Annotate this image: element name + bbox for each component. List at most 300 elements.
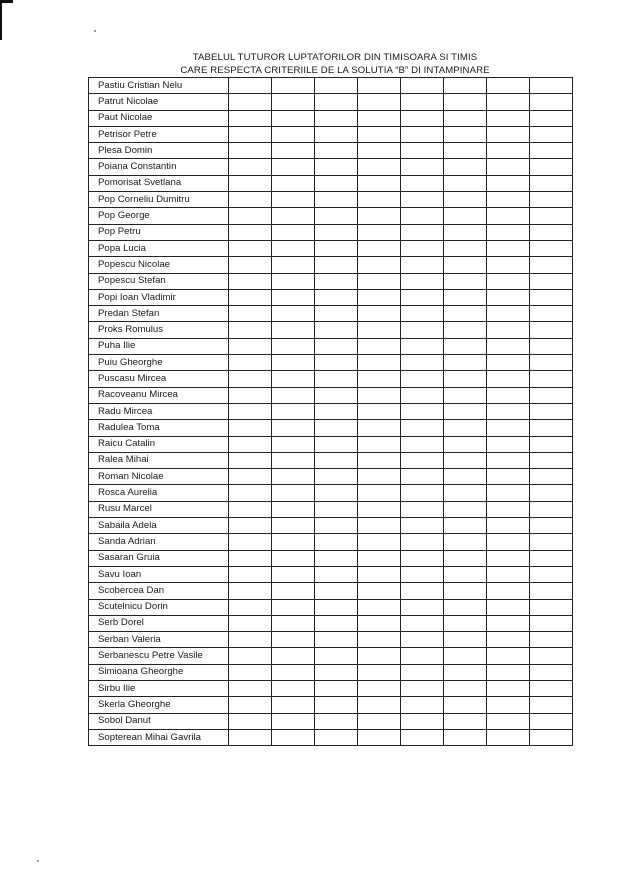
- empty-cell: [401, 518, 444, 534]
- empty-cell: [315, 534, 358, 550]
- empty-cell: [272, 615, 315, 631]
- table-row: [89, 110, 573, 126]
- empty-cell: [487, 518, 530, 534]
- empty-cell: [444, 648, 487, 664]
- empty-cell: [530, 403, 573, 419]
- person-name-cell: Pop Corneliu Dumitru: [89, 192, 229, 208]
- empty-cell: [444, 159, 487, 175]
- table-row: [89, 175, 573, 191]
- empty-cell: [487, 583, 530, 599]
- empty-cell: [358, 485, 401, 501]
- empty-cell: [530, 126, 573, 142]
- empty-cell: [487, 257, 530, 273]
- empty-cell: [401, 94, 444, 110]
- empty-cell: [530, 224, 573, 240]
- empty-cell: [272, 273, 315, 289]
- table-row: [89, 583, 573, 599]
- empty-cell: [272, 338, 315, 354]
- person-name-cell: Scutelnicu Dorin: [89, 599, 229, 615]
- empty-cell: [315, 403, 358, 419]
- table-row: [89, 566, 573, 582]
- empty-cell: [315, 387, 358, 403]
- empty-cell: [315, 240, 358, 256]
- table-row: [89, 403, 573, 419]
- empty-cell: [315, 257, 358, 273]
- empty-cell: [401, 192, 444, 208]
- empty-cell: [272, 240, 315, 256]
- empty-cell: [358, 501, 401, 517]
- scan-speck: [37, 860, 39, 862]
- empty-cell: [487, 599, 530, 615]
- empty-cell: [444, 110, 487, 126]
- person-name-cell: Racoveanu Mircea: [89, 387, 229, 403]
- empty-cell: [444, 355, 487, 371]
- empty-cell: [530, 257, 573, 273]
- empty-cell: [315, 208, 358, 224]
- empty-cell: [358, 338, 401, 354]
- table-row: [89, 713, 573, 729]
- empty-cell: [487, 94, 530, 110]
- empty-cell: [401, 632, 444, 648]
- empty-cell: [315, 78, 358, 94]
- table-row: [89, 78, 573, 94]
- empty-cell: [444, 534, 487, 550]
- empty-cell: [358, 680, 401, 696]
- empty-cell: [530, 240, 573, 256]
- empty-cell: [444, 78, 487, 94]
- empty-cell: [530, 192, 573, 208]
- person-name-cell: Puha Ilie: [89, 338, 229, 354]
- empty-cell: [229, 485, 272, 501]
- empty-cell: [315, 648, 358, 664]
- empty-cell: [444, 680, 487, 696]
- empty-cell: [444, 550, 487, 566]
- empty-cell: [229, 697, 272, 713]
- table-row: [89, 355, 573, 371]
- empty-cell: [401, 615, 444, 631]
- person-name-cell: Rusu Marcel: [89, 501, 229, 517]
- empty-cell: [401, 175, 444, 191]
- empty-cell: [358, 240, 401, 256]
- empty-cell: [315, 680, 358, 696]
- empty-cell: [315, 664, 358, 680]
- roster-table: [88, 77, 573, 746]
- empty-cell: [487, 387, 530, 403]
- empty-cell: [530, 566, 573, 582]
- person-name-cell: Radu Mircea: [89, 403, 229, 419]
- empty-cell: [229, 452, 272, 468]
- person-name-cell: Puscasu Mircea: [89, 371, 229, 387]
- empty-cell: [487, 143, 530, 159]
- empty-cell: [272, 355, 315, 371]
- empty-cell: [272, 713, 315, 729]
- empty-cell: [444, 566, 487, 582]
- empty-cell: [315, 452, 358, 468]
- empty-cell: [487, 729, 530, 745]
- empty-cell: [315, 338, 358, 354]
- empty-cell: [229, 729, 272, 745]
- empty-cell: [229, 273, 272, 289]
- empty-cell: [530, 632, 573, 648]
- empty-cell: [530, 583, 573, 599]
- empty-cell: [487, 485, 530, 501]
- empty-cell: [530, 436, 573, 452]
- table-row: [89, 306, 573, 322]
- empty-cell: [444, 713, 487, 729]
- table-row: [89, 599, 573, 615]
- empty-cell: [315, 159, 358, 175]
- person-name-cell: Popi Ioan Vladimir: [89, 289, 229, 305]
- empty-cell: [272, 159, 315, 175]
- empty-cell: [315, 550, 358, 566]
- empty-cell: [229, 615, 272, 631]
- table-row: [89, 94, 573, 110]
- empty-cell: [444, 664, 487, 680]
- empty-cell: [401, 566, 444, 582]
- empty-cell: [401, 289, 444, 305]
- table-row: [89, 680, 573, 696]
- empty-cell: [358, 208, 401, 224]
- empty-cell: [358, 192, 401, 208]
- person-name-cell: Petrisor Petre: [89, 126, 229, 142]
- empty-cell: [358, 306, 401, 322]
- table-row: [89, 159, 573, 175]
- empty-cell: [358, 355, 401, 371]
- empty-cell: [530, 208, 573, 224]
- empty-cell: [272, 469, 315, 485]
- empty-cell: [229, 175, 272, 191]
- empty-cell: [358, 550, 401, 566]
- person-name-cell: Serb Dorel: [89, 615, 229, 631]
- empty-cell: [401, 306, 444, 322]
- empty-cell: [229, 257, 272, 273]
- person-name-cell: Puiu Gheorghe: [89, 355, 229, 371]
- person-name-cell: Sanda Adrian: [89, 534, 229, 550]
- empty-cell: [315, 599, 358, 615]
- empty-cell: [444, 224, 487, 240]
- empty-cell: [401, 355, 444, 371]
- empty-cell: [272, 306, 315, 322]
- empty-cell: [444, 615, 487, 631]
- empty-cell: [401, 664, 444, 680]
- empty-cell: [487, 403, 530, 419]
- empty-cell: [530, 599, 573, 615]
- person-name-cell: Pop George: [89, 208, 229, 224]
- empty-cell: [272, 485, 315, 501]
- person-name-cell: Skerla Gheorghe: [89, 697, 229, 713]
- empty-cell: [272, 126, 315, 142]
- empty-cell: [530, 680, 573, 696]
- empty-cell: [272, 501, 315, 517]
- empty-cell: [487, 355, 530, 371]
- empty-cell: [444, 273, 487, 289]
- empty-cell: [444, 697, 487, 713]
- empty-cell: [229, 322, 272, 338]
- empty-cell: [229, 534, 272, 550]
- person-name-cell: Popescu Nicolae: [89, 257, 229, 273]
- person-name-cell: Pomorisat Svetlana: [89, 175, 229, 191]
- empty-cell: [444, 208, 487, 224]
- table-row: [89, 240, 573, 256]
- person-name-cell: Sabaila Adela: [89, 518, 229, 534]
- empty-cell: [358, 713, 401, 729]
- empty-cell: [358, 615, 401, 631]
- empty-cell: [229, 110, 272, 126]
- table-row: [89, 436, 573, 452]
- empty-cell: [229, 94, 272, 110]
- empty-cell: [487, 306, 530, 322]
- table-row: [89, 420, 573, 436]
- empty-cell: [272, 192, 315, 208]
- empty-cell: [272, 566, 315, 582]
- empty-cell: [530, 371, 573, 387]
- empty-cell: [272, 664, 315, 680]
- empty-cell: [487, 452, 530, 468]
- empty-cell: [530, 306, 573, 322]
- roster-table-body: [89, 78, 573, 746]
- empty-cell: [444, 94, 487, 110]
- empty-cell: [401, 469, 444, 485]
- empty-cell: [358, 697, 401, 713]
- table-row: [89, 501, 573, 517]
- empty-cell: [444, 729, 487, 745]
- person-name-cell: Proks Romulus: [89, 322, 229, 338]
- empty-cell: [487, 175, 530, 191]
- empty-cell: [229, 599, 272, 615]
- empty-cell: [487, 664, 530, 680]
- empty-cell: [401, 501, 444, 517]
- empty-cell: [358, 94, 401, 110]
- empty-cell: [530, 452, 573, 468]
- empty-cell: [229, 78, 272, 94]
- empty-cell: [401, 110, 444, 126]
- empty-cell: [358, 273, 401, 289]
- empty-cell: [487, 126, 530, 142]
- empty-cell: [315, 436, 358, 452]
- empty-cell: [487, 110, 530, 126]
- empty-cell: [530, 469, 573, 485]
- empty-cell: [530, 729, 573, 745]
- empty-cell: [315, 143, 358, 159]
- empty-cell: [444, 387, 487, 403]
- empty-cell: [530, 615, 573, 631]
- person-name-cell: Popescu Stefan: [89, 273, 229, 289]
- empty-cell: [358, 143, 401, 159]
- empty-cell: [358, 289, 401, 305]
- empty-cell: [229, 306, 272, 322]
- empty-cell: [444, 518, 487, 534]
- empty-cell: [530, 110, 573, 126]
- empty-cell: [530, 420, 573, 436]
- empty-cell: [530, 697, 573, 713]
- empty-cell: [315, 224, 358, 240]
- empty-cell: [229, 664, 272, 680]
- empty-cell: [315, 306, 358, 322]
- table-row: [89, 371, 573, 387]
- person-name-cell: Patrut Nicolae: [89, 94, 229, 110]
- person-name-cell: Savu Ioan: [89, 566, 229, 582]
- empty-cell: [358, 518, 401, 534]
- table-row: [89, 224, 573, 240]
- person-name-cell: Plesa Domin: [89, 143, 229, 159]
- empty-cell: [358, 387, 401, 403]
- empty-cell: [487, 534, 530, 550]
- empty-cell: [315, 713, 358, 729]
- empty-cell: [444, 322, 487, 338]
- empty-cell: [487, 420, 530, 436]
- empty-cell: [487, 273, 530, 289]
- person-name-cell: Poiana Constantin: [89, 159, 229, 175]
- empty-cell: [229, 403, 272, 419]
- empty-cell: [401, 420, 444, 436]
- empty-cell: [530, 159, 573, 175]
- empty-cell: [272, 648, 315, 664]
- person-name-cell: Radulea Toma: [89, 420, 229, 436]
- empty-cell: [401, 338, 444, 354]
- empty-cell: [401, 729, 444, 745]
- empty-cell: [487, 566, 530, 582]
- empty-cell: [358, 403, 401, 419]
- table-row: [89, 729, 573, 745]
- table-row: [89, 257, 573, 273]
- empty-cell: [358, 126, 401, 142]
- empty-cell: [315, 632, 358, 648]
- empty-cell: [315, 420, 358, 436]
- empty-cell: [315, 289, 358, 305]
- empty-cell: [358, 110, 401, 126]
- empty-cell: [272, 599, 315, 615]
- table-row: [89, 208, 573, 224]
- person-name-cell: Simioana Gheorghe: [89, 664, 229, 680]
- empty-cell: [358, 257, 401, 273]
- empty-cell: [358, 648, 401, 664]
- person-name-cell: Sasaran Gruia: [89, 550, 229, 566]
- empty-cell: [229, 420, 272, 436]
- empty-cell: [401, 208, 444, 224]
- person-name-cell: Pastiu Cristian Nelu: [89, 78, 229, 94]
- table-row: [89, 615, 573, 631]
- empty-cell: [229, 338, 272, 354]
- person-name-cell: Raicu Catalin: [89, 436, 229, 452]
- table-row: [89, 534, 573, 550]
- empty-cell: [272, 110, 315, 126]
- empty-cell: [401, 126, 444, 142]
- empty-cell: [358, 632, 401, 648]
- empty-cell: [530, 501, 573, 517]
- empty-cell: [487, 680, 530, 696]
- table-row: [89, 387, 573, 403]
- empty-cell: [444, 338, 487, 354]
- empty-cell: [444, 420, 487, 436]
- empty-cell: [444, 485, 487, 501]
- empty-cell: [530, 550, 573, 566]
- empty-cell: [229, 224, 272, 240]
- empty-cell: [530, 648, 573, 664]
- empty-cell: [229, 583, 272, 599]
- empty-cell: [315, 485, 358, 501]
- empty-cell: [315, 175, 358, 191]
- empty-cell: [487, 192, 530, 208]
- empty-cell: [401, 273, 444, 289]
- empty-cell: [272, 175, 315, 191]
- empty-cell: [530, 175, 573, 191]
- empty-cell: [530, 78, 573, 94]
- empty-cell: [358, 566, 401, 582]
- empty-cell: [315, 110, 358, 126]
- empty-cell: [315, 697, 358, 713]
- empty-cell: [315, 566, 358, 582]
- title-line-2: CARE RESPECTA CRITERIILE DE LA SOLUTIA “B” DI INTAMPINARE: [180, 64, 490, 76]
- person-name-cell: Rosca Aurelia: [89, 485, 229, 501]
- table-row: [89, 452, 573, 468]
- empty-cell: [487, 648, 530, 664]
- empty-cell: [487, 469, 530, 485]
- empty-cell: [272, 452, 315, 468]
- empty-cell: [358, 371, 401, 387]
- empty-cell: [272, 729, 315, 745]
- empty-cell: [272, 387, 315, 403]
- table-row: [89, 273, 573, 289]
- empty-cell: [444, 469, 487, 485]
- empty-cell: [272, 371, 315, 387]
- empty-cell: [530, 322, 573, 338]
- empty-cell: [358, 175, 401, 191]
- empty-cell: [487, 713, 530, 729]
- empty-cell: [444, 306, 487, 322]
- empty-cell: [272, 420, 315, 436]
- empty-cell: [530, 387, 573, 403]
- table-row: [89, 664, 573, 680]
- table-row: [89, 322, 573, 338]
- empty-cell: [358, 534, 401, 550]
- empty-cell: [358, 224, 401, 240]
- person-name-cell: Scobercea Dan: [89, 583, 229, 599]
- empty-cell: [315, 322, 358, 338]
- table-row: [89, 485, 573, 501]
- empty-cell: [272, 257, 315, 273]
- empty-cell: [401, 713, 444, 729]
- empty-cell: [444, 403, 487, 419]
- table-row: [89, 518, 573, 534]
- empty-cell: [229, 469, 272, 485]
- empty-cell: [229, 713, 272, 729]
- empty-cell: [487, 697, 530, 713]
- empty-cell: [401, 452, 444, 468]
- empty-cell: [272, 289, 315, 305]
- empty-cell: [530, 273, 573, 289]
- empty-cell: [315, 192, 358, 208]
- empty-cell: [358, 583, 401, 599]
- empty-cell: [272, 224, 315, 240]
- empty-cell: [487, 289, 530, 305]
- empty-cell: [487, 501, 530, 517]
- empty-cell: [444, 192, 487, 208]
- empty-cell: [487, 224, 530, 240]
- empty-cell: [229, 208, 272, 224]
- empty-cell: [272, 322, 315, 338]
- empty-cell: [358, 78, 401, 94]
- empty-cell: [229, 143, 272, 159]
- empty-cell: [444, 452, 487, 468]
- empty-cell: [401, 240, 444, 256]
- empty-cell: [487, 632, 530, 648]
- empty-cell: [272, 550, 315, 566]
- empty-cell: [487, 240, 530, 256]
- empty-cell: [530, 289, 573, 305]
- empty-cell: [401, 680, 444, 696]
- empty-cell: [401, 697, 444, 713]
- person-name-cell: Popa Lucia: [89, 240, 229, 256]
